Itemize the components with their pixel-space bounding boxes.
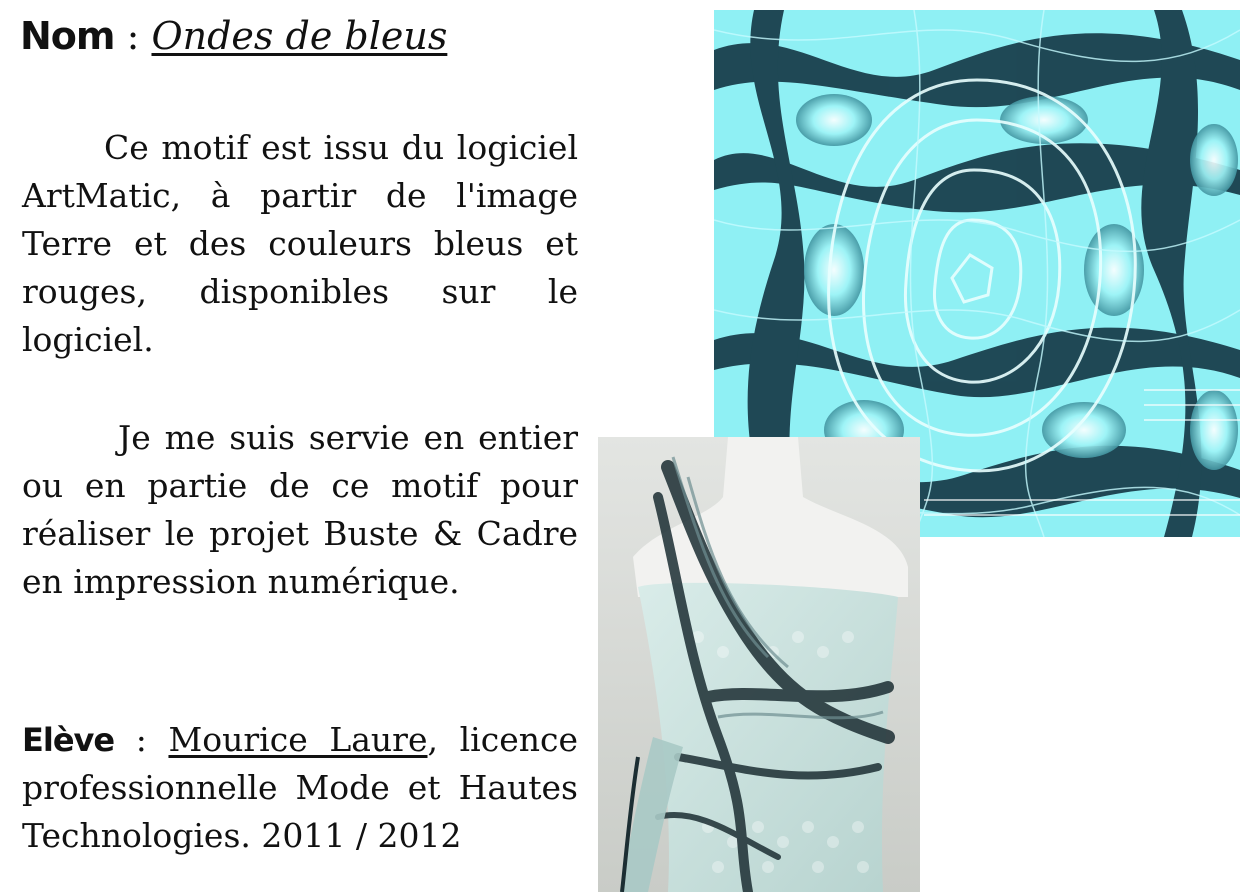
student-separator: : xyxy=(114,720,169,759)
student-name: Mourice Laure xyxy=(168,720,428,759)
student-credit xyxy=(22,716,578,860)
title-separator: : xyxy=(114,14,152,58)
paragraph-description: Ce motif est issu du logiciel ArtMatic, à partir de l'image Terre et des couleurs bleus et rouges, disponibles sur le logiciel. xyxy=(22,128,578,359)
student-label: Elève xyxy=(22,721,115,759)
title xyxy=(20,12,447,60)
draped-bust-photo-icon xyxy=(598,437,920,892)
bust-photo xyxy=(598,437,920,892)
title-value: Ondes de bleus xyxy=(151,14,448,58)
student-rest: , licence professionnelle Mode et Hautes Technologies. 2011 / 2012 xyxy=(22,720,578,855)
title-label: Nom xyxy=(20,14,115,58)
paragraph-usage: Je me suis servie en entier ou en partie de ce motif pour réaliser le projet Buste & Cadre en impression numérique. xyxy=(22,418,578,601)
